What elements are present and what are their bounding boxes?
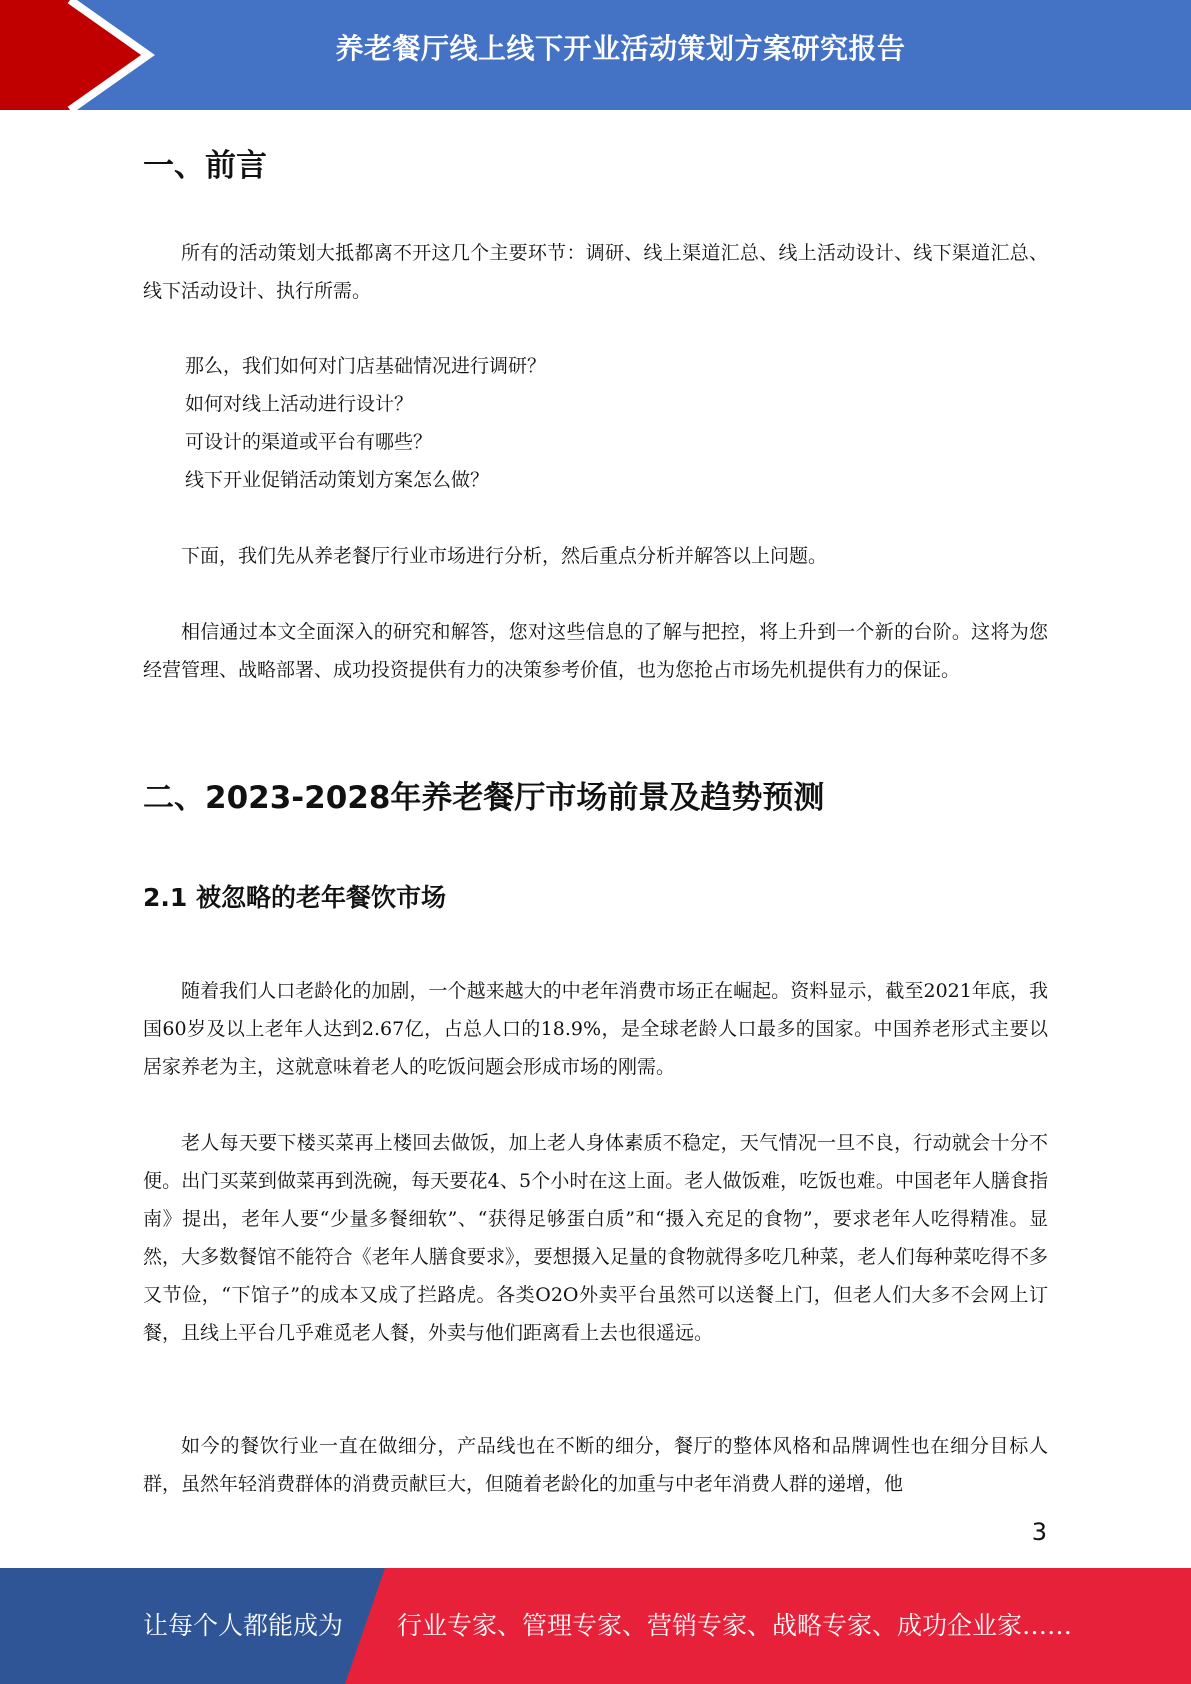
subsection-heading: 2.1 被忽略的老年餐饮市场 (143, 883, 446, 912)
question-item: 那么，我们如何对门店基础情况进行调研？ (185, 355, 547, 377)
paragraph: 随着我们人口老龄化的加剧，一个越来越大的中老年消费市场正在崛起。资料显示，截至2021年底，我国60岁及以上老年人达到2.67亿，占总人口的18.9%，是全球老龄人口最多的国家。中国养老形式主要以居家养老为主，这就意味着老人的吃饭问题会形成市场的刚需。 (143, 980, 1048, 1078)
section-heading-preface: 一、前言 (143, 148, 267, 184)
paragraph: 如今的餐饮行业一直在做细分，产品线也在不断的细分，餐厅的整体风格和品牌调性也在细分目标人群，虽然年轻消费群体的消费贡献巨大，但随着老龄化的加重与中老年消费人群的递增，他 (143, 1435, 1048, 1495)
paragraph: 所有的活动策划大抵都离不开这几个主要环节：调研、线上渠道汇总、线上活动设计、线下渠道汇总、线下活动设计、执行所需。 (143, 242, 1048, 302)
section-heading-market-forecast: 二、2023-2028年养老餐厅市场前景及趋势预测 (143, 780, 825, 816)
question-item: 线下开业促销活动策划方案怎么做？ (185, 469, 490, 491)
paragraph: 相信通过本文全面深入的研究和解答，您对这些信息的了解与把控，将上升到一个新的台阶。这将为您经营管理、战略部署、成功投资提供有力的决策参考价值，也为您抢占市场先机提供有力的保证。 (143, 621, 1048, 681)
page-header (0, 0, 1191, 110)
header-chevron-icon (0, 0, 160, 110)
page-number: 3 (1031, 1518, 1047, 1546)
paragraph: 下面，我们先从养老餐厅行业市场进行分析，然后重点分析并解答以上问题。 (181, 545, 828, 567)
page-footer (0, 1568, 1191, 1684)
footer-slogan-right: 行业专家、管理专家、营销专家、战略专家、成功企业家…… (397, 1611, 1073, 1640)
document-title: 养老餐厅线上线下开业活动策划方案研究报告 (335, 32, 906, 65)
question-item: 可设计的渠道或平台有哪些？ (185, 431, 433, 453)
paragraph: 老人每天要下楼买菜再上楼回去做饭，加上老人身体素质不稳定，天气情况一旦不良，行动就会十分不便。出门买菜到做菜再到洗碗，每天要花4、5个小时在这上面。老人做饭难，吃饭也难。中国老年人膳食指南》提出，老年人要“少量多餐细软”、“获得足够蛋白质”和“摄入充足的食物”，要求老年人吃得精准。显然，大多数餐馆不能符合《老年人膳食要求》，要想摄入足量的食物就得多吃几种菜，老人们每种菜吃得不多又节俭，“下馆子”的成本又成了拦路虎。各类O2O外卖平台虽然可以送餐上门，但老人们大多不会网上订餐，且线上平台几乎难觅老人餐，外卖与他们距离看上去也很遥远。 (143, 1132, 1048, 1344)
footer-slogan-left: 让每个人都能成为 (143, 1611, 344, 1640)
question-item: 如何对线上活动进行设计？ (185, 393, 414, 415)
